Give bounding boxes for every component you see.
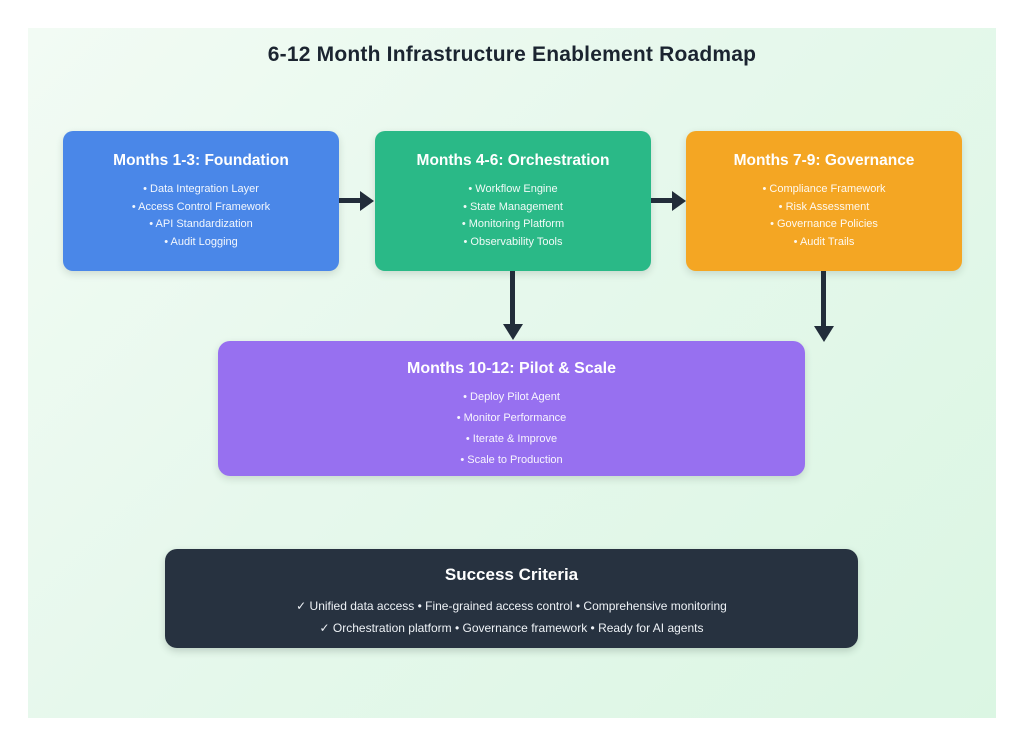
arrow-head-icon xyxy=(360,191,374,211)
phase-title-pilot-scale: Months 10-12: Pilot & Scale xyxy=(407,360,616,377)
success-criteria-title: Success Criteria xyxy=(444,565,579,584)
phase-box-foundation xyxy=(63,131,339,271)
phase-box-pilot-scale xyxy=(218,341,805,476)
phase-item: • Audit Logging xyxy=(164,235,238,248)
phase-items-governance xyxy=(686,181,962,251)
phase-item: • Compliance Framework xyxy=(762,183,886,195)
arrow-head-icon xyxy=(672,191,686,211)
phase-item: • Iterate & Improve xyxy=(465,433,558,445)
phase-item: • Deploy Pilot Agent xyxy=(463,391,560,403)
phase-item: • Risk Assessment xyxy=(778,200,870,213)
phase-box-governance xyxy=(686,131,962,271)
arrow-shaft xyxy=(510,271,515,324)
arrow-head-icon xyxy=(814,326,834,342)
roadmap-canvas xyxy=(28,28,996,718)
phase-item: • Monitoring Platform xyxy=(461,218,565,230)
phase-title-foundation: Months 1-3: Foundation xyxy=(113,152,289,169)
phase-item: • Governance Policies xyxy=(770,218,878,230)
phase-item: • Scale to Production xyxy=(460,454,563,466)
phase-item: • Monitor Performance xyxy=(456,412,567,424)
arrow-head-icon xyxy=(503,324,523,340)
arrow-shaft xyxy=(651,198,673,203)
phase-items-pilot-scale xyxy=(218,387,805,471)
page-title: 6-12 Month Infrastructure Enablement Roadmap xyxy=(267,43,757,66)
phase-item: • Observability Tools xyxy=(463,235,563,248)
phase-item: • Workflow Engine xyxy=(468,183,558,195)
phase-items-orchestration xyxy=(375,181,651,251)
phase-item: • State Management xyxy=(463,200,563,213)
phase-item: • Audit Trails xyxy=(793,235,855,248)
phase-title-orchestration: Months 4-6: Orchestration xyxy=(416,152,610,169)
phase-box-orchestration xyxy=(375,131,651,271)
success-criteria-lines xyxy=(165,595,858,639)
phase-item: • Data Integration Layer xyxy=(143,183,259,195)
success-criteria-line: ✓ Orchestration platform • Governance framework • Ready for AI agents xyxy=(319,621,704,635)
success-criteria-line: ✓ Unified data access • Fine-grained access control • Comprehensive monitoring xyxy=(296,599,727,613)
phase-item: • Access Control Framework xyxy=(131,200,271,213)
phase-title-governance: Months 7-9: Governance xyxy=(733,152,915,169)
phase-items-foundation xyxy=(63,181,339,251)
success-criteria-box xyxy=(165,549,858,648)
phase-item: • API Standardization xyxy=(149,218,253,230)
arrow-shaft xyxy=(339,198,361,203)
arrow-shaft xyxy=(821,271,826,326)
